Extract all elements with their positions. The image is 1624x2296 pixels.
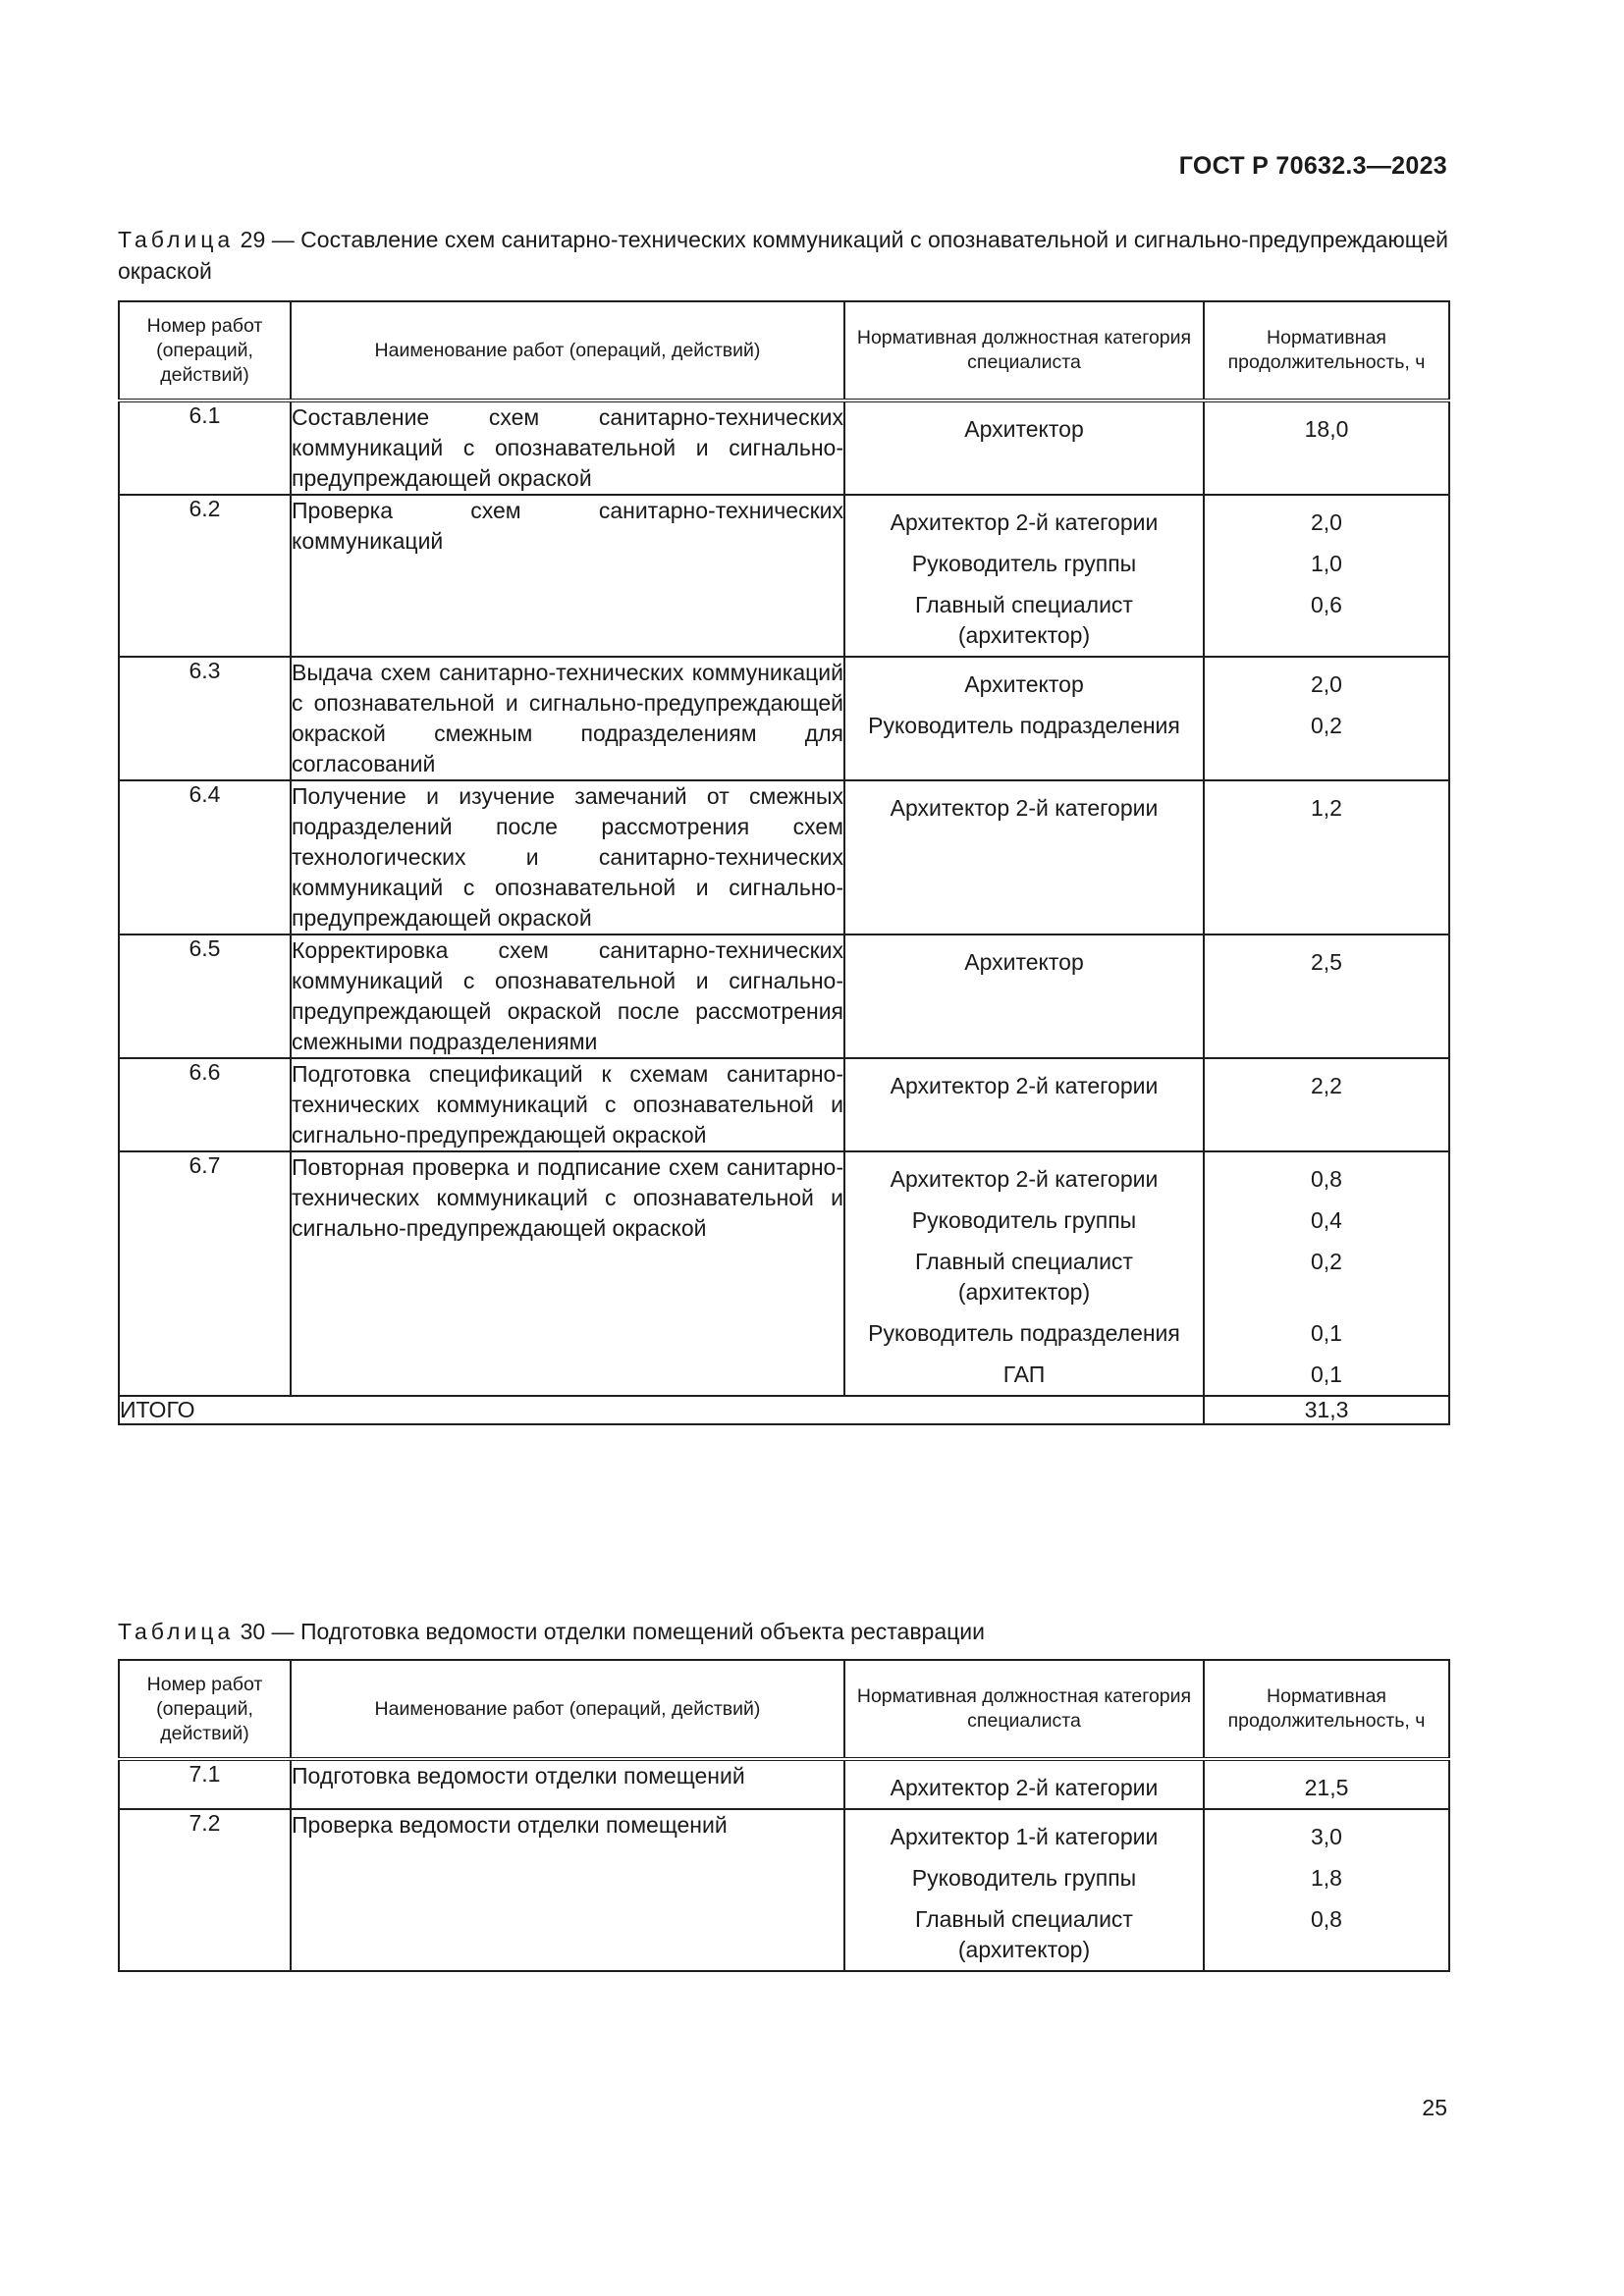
duration-value: 0,4 <box>1311 1207 1342 1233</box>
category-cell <box>844 1151 1204 1396</box>
table-30-caption-text: 30 — Подготовка ведомости отделки помещений объекта реставрации <box>240 1619 986 1644</box>
duration-value: 0,8 <box>1311 1906 1342 1932</box>
specialist-category: Архитектор 2-й категории <box>890 1166 1159 1192</box>
duration-cell <box>1204 1809 1449 1971</box>
row-number: 6.3 <box>119 657 291 780</box>
header-number: Номер работ (операций, действий) <box>119 1660 291 1759</box>
category-cell <box>844 400 1204 495</box>
specialist-category: Главный специалист (архитектор) <box>915 592 1133 648</box>
header-number: Номер работ (операций, действий) <box>119 301 291 400</box>
table-30-caption <box>118 1616 1448 1647</box>
work-name: Составление схем санитарно-технических коммуникаций с опознавательной и сигнально-предупреждающей окраской <box>291 400 844 495</box>
work-name: Выдача схем санитарно-технических коммуникаций с опознавательной и сигнально-предупреждающей окраской смежным подразделениям для согласований <box>291 657 844 780</box>
work-name: Повторная проверка и подписание схем санитарно-технических коммуникаций с опознавательной и сигнально-предупреждающей окраской <box>291 1151 844 1396</box>
work-name: Проверка ведомости отделки помещений <box>291 1809 844 1971</box>
specialist-category: Архитектор 2-й категории <box>890 509 1159 535</box>
specialist-category: Руководитель подразделения <box>868 713 1180 738</box>
row-number: 7.2 <box>119 1809 291 1971</box>
total-label: ИТОГО <box>119 1396 1204 1424</box>
table-row <box>119 934 1449 1058</box>
duration-value: 0,2 <box>1311 1249 1342 1274</box>
duration-value: 0,1 <box>1311 1320 1342 1346</box>
duration-value: 2,0 <box>1311 671 1342 697</box>
table-row <box>119 780 1449 934</box>
table-29-body <box>119 400 1449 1396</box>
row-number: 6.1 <box>119 400 291 495</box>
specialist-category: Архитектор <box>964 671 1084 697</box>
table-row <box>119 400 1449 495</box>
duration-value: 3,0 <box>1311 1824 1342 1849</box>
table-30-body <box>119 1759 1449 1971</box>
duration-value: 1,0 <box>1311 551 1342 576</box>
work-name: Подготовка спецификаций к схемам санитарно-технических коммуникаций с опознавательной и сигнально-предупреждающей окраской <box>291 1058 844 1151</box>
header-duration: Нормативная продолжительность, ч <box>1204 1660 1449 1759</box>
header-category: Нормативная должностная категория специалиста <box>844 301 1204 400</box>
duration-value: 18,0 <box>1304 416 1349 442</box>
duration-value: 21,5 <box>1304 1775 1349 1800</box>
specialist-category: Архитектор <box>964 416 1084 442</box>
specialist-category: Главный специалист (архитектор) <box>915 1906 1133 1962</box>
work-name: Подготовка ведомости отделки помещений <box>291 1759 844 1809</box>
duration-value: 0,2 <box>1311 713 1342 738</box>
table-row <box>119 1809 1449 1971</box>
duration-cell <box>1204 400 1449 495</box>
specialist-category: Архитектор 2-й категории <box>890 1775 1159 1800</box>
specialist-category: Главный специалист (архитектор) <box>915 1249 1133 1305</box>
work-name: Получение и изучение замечаний от смежных подразделений после рассмотрения схем технологических и санитарно-технических коммуникаций с опознавательной и сигнально-предупреждающей окраской <box>291 780 844 934</box>
duration-value: 0,6 <box>1311 592 1342 617</box>
duration-cell <box>1204 780 1449 934</box>
table-row <box>119 1058 1449 1151</box>
work-name: Проверка схем санитарно-технических коммуникаций <box>291 495 844 657</box>
category-cell <box>844 934 1204 1058</box>
row-number: 6.7 <box>119 1151 291 1396</box>
duration-value: 2,0 <box>1311 509 1342 535</box>
row-number: 6.6 <box>119 1058 291 1151</box>
table-30-caption-prefix: Таблица <box>118 1619 235 1644</box>
duration-value: 0,8 <box>1311 1166 1342 1192</box>
header-name: Наименование работ (операций, действий) <box>291 1660 844 1759</box>
specialist-category: Руководитель группы <box>911 1865 1137 1891</box>
duration-value: 0,1 <box>1311 1362 1342 1387</box>
table-30 <box>118 1659 1450 1972</box>
table-row <box>119 1151 1449 1396</box>
specialist-category: Архитектор 2-й категории <box>890 795 1159 821</box>
duration-value: 2,5 <box>1311 949 1342 975</box>
category-cell <box>844 657 1204 780</box>
duration-cell <box>1204 1759 1449 1809</box>
table-30-header-row <box>119 1660 1449 1759</box>
duration-cell <box>1204 1058 1449 1151</box>
table-29 <box>118 300 1450 1425</box>
table-row <box>119 495 1449 657</box>
category-cell <box>844 1058 1204 1151</box>
header-category: Нормативная должностная категория специалиста <box>844 1660 1204 1759</box>
table-29-header-row <box>119 301 1449 400</box>
category-cell <box>844 495 1204 657</box>
specialist-category: Руководитель группы <box>911 551 1137 576</box>
work-name: Корректировка схем санитарно-технических коммуникаций с опознавательной и сигнально-предупреждающей окраской после рассмотрения смежными подразделениями <box>291 934 844 1058</box>
specialist-category: Архитектор 1-й категории <box>890 1824 1159 1849</box>
specialist-category: Руководитель подразделения <box>868 1320 1180 1346</box>
duration-cell <box>1204 934 1449 1058</box>
row-number: 6.4 <box>119 780 291 934</box>
page-number: 25 <box>1422 2095 1447 2120</box>
duration-value: 1,8 <box>1311 1865 1342 1891</box>
specialist-category: Архитектор <box>964 949 1084 975</box>
table-row <box>119 1759 1449 1809</box>
duration-cell <box>1204 657 1449 780</box>
table-29-caption <box>118 224 1448 287</box>
table-29-caption-text: 29 — Составление схем санитарно-технических коммуникаций с опознавательной и сигнально-предупреждающей окраской <box>118 227 1449 284</box>
specialist-category: ГАП <box>1002 1362 1046 1387</box>
table-row <box>119 657 1449 780</box>
duration-cell <box>1204 1151 1449 1396</box>
category-cell <box>844 1759 1204 1809</box>
category-cell <box>844 780 1204 934</box>
header-name: Наименование работ (операций, действий) <box>291 301 844 400</box>
specialist-category: Руководитель группы <box>911 1207 1137 1233</box>
specialist-category: Архитектор 2-й категории <box>890 1073 1159 1098</box>
header-duration: Нормативная продолжительность, ч <box>1204 301 1449 400</box>
row-number: 6.5 <box>119 934 291 1058</box>
row-number: 7.1 <box>119 1759 291 1809</box>
total-value: 31,3 <box>1204 1396 1449 1424</box>
duration-cell <box>1204 495 1449 657</box>
table-29-caption-prefix: Таблица <box>118 227 235 252</box>
duration-value: 2,2 <box>1311 1073 1342 1098</box>
standard-code: ГОСТ Р 70632.3—2023 <box>1178 152 1447 180</box>
row-number: 6.2 <box>119 495 291 657</box>
category-cell <box>844 1809 1204 1971</box>
total-row <box>119 1396 1449 1424</box>
duration-value: 1,2 <box>1311 795 1342 821</box>
